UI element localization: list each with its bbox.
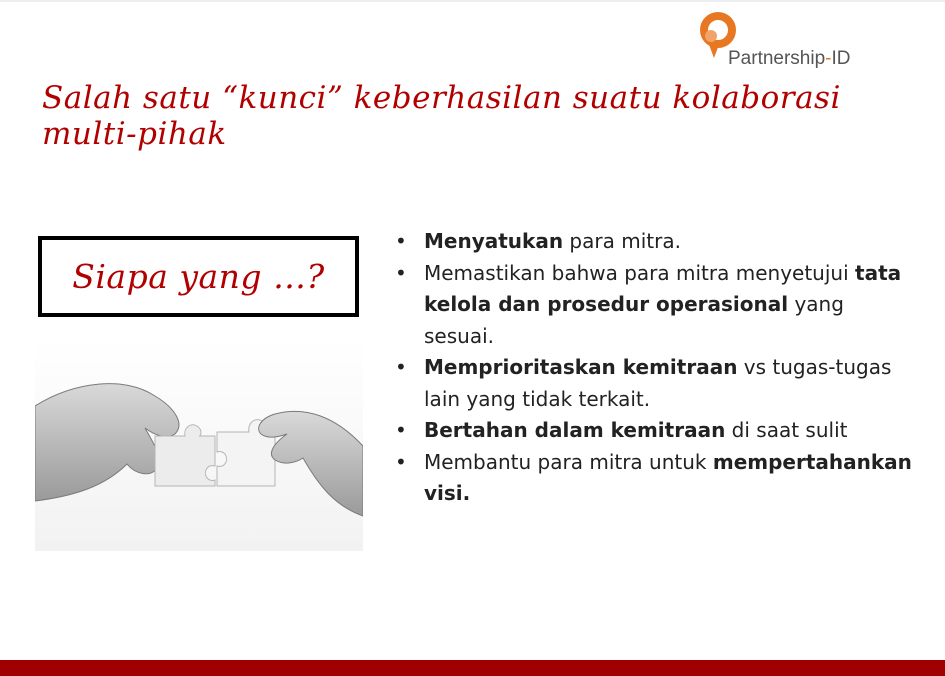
slide-title: Salah satu “kunci” keberhasilan suatu kolaborasi multi-pihak [42, 80, 841, 152]
question-text: Siapa yang …? [72, 257, 325, 296]
bullet-list [395, 226, 915, 510]
top-divider [0, 0, 945, 2]
puzzle-hands-icon [35, 336, 363, 551]
bullet-item: • Menyatukan para mitra. [395, 226, 915, 258]
bullet-item: • Memprioritaskan kemitraan vs tugas-tugas lain yang tidak terkait. [395, 352, 915, 415]
bullet-item: • Membantu para mitra untuk mempertahankan visi. [395, 447, 915, 510]
logo-text: Partnership-ID [728, 48, 851, 69]
partnership-id-logo [700, 12, 870, 72]
question-box [38, 236, 359, 317]
footer-bar [0, 660, 945, 676]
bullet-item: • Memastikan bahwa para mitra menyetujui tata kelola dan prosedur operasional yang sesuai. [395, 258, 915, 353]
bullet-item: • Bertahan dalam kemitraan di saat sulit [395, 415, 915, 447]
